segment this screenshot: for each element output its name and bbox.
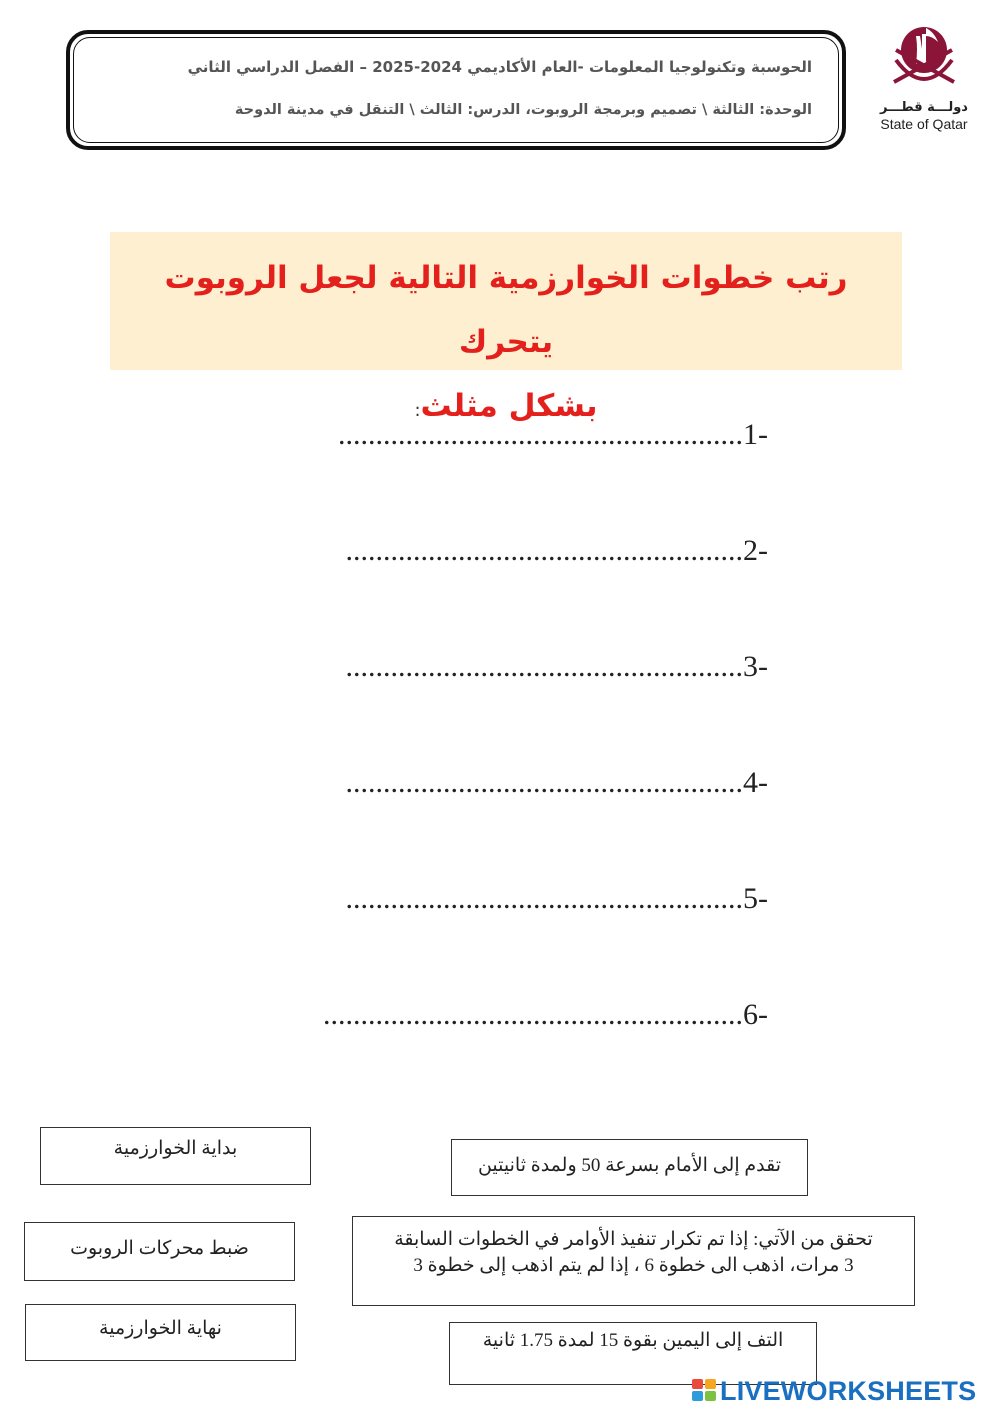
course-title: الحوسبة وتكنولوجيا المعلومات -العام الأكاديمي 2024-2025 – الفصل الدراسي الثاني	[187, 58, 812, 76]
card-check-line-1: تحقق من الآتي: إذا تم تكرار تنفيذ الأوامر في الخطوات السابقة	[394, 1229, 873, 1250]
liveworksheets-logo-icon	[692, 1379, 718, 1403]
step-4[interactable]	[346, 766, 769, 800]
card-move-forward[interactable]: تقدم إلى الأمام بسرعة 50 ولمدة ثانيتين	[451, 1139, 808, 1196]
step-number: -4	[743, 766, 768, 799]
step-blank[interactable]: .....................................................	[345, 650, 743, 683]
card-algorithm-start[interactable]: بداية الخوارزمية	[40, 1127, 311, 1185]
step-number: -1	[743, 418, 768, 451]
step-1[interactable]	[338, 418, 768, 452]
card-set-motors[interactable]: ضبط محركات الروبوت	[24, 1222, 295, 1281]
instruction-banner	[110, 232, 902, 424]
step-number: -3	[743, 650, 768, 683]
step-blank[interactable]: ........................................................	[323, 998, 743, 1031]
step-blank[interactable]: .....................................................	[345, 882, 743, 915]
step-number: -2	[743, 534, 768, 567]
step-number: -6	[743, 998, 768, 1031]
step-6[interactable]	[323, 998, 768, 1032]
liveworksheets-text: LIVEWORKSHEETS	[720, 1375, 977, 1406]
instruction-colon: :	[414, 400, 421, 421]
step-3[interactable]	[346, 650, 769, 684]
qatar-emblem-icon	[886, 20, 962, 98]
step-number: -5	[743, 882, 768, 915]
step-5[interactable]	[346, 882, 769, 916]
step-blank[interactable]: ......................................................	[338, 418, 743, 451]
step-blank[interactable]: .....................................................	[345, 766, 743, 799]
step-blank[interactable]: .....................................................	[345, 534, 743, 567]
card-check-repeat[interactable]	[352, 1216, 915, 1306]
unit-lesson-info: الوحدة: الثالثة \ تصميم وبرمجة الروبوت، الدرس: الثالث \ التنقل في مدينة الدوحة	[234, 102, 812, 118]
logo-english-text: State of Qatar	[880, 116, 968, 132]
card-turn-right[interactable]: التف إلى اليمين بقوة 15 لمدة 1.75 ثانية	[449, 1322, 817, 1385]
liveworksheets-watermark	[692, 1376, 976, 1406]
card-check-line-2: 3 مرات، اذهب الى خطوة 6 ، إذا لم يتم اذهب إلى خطوة 3	[413, 1255, 854, 1276]
step-2[interactable]	[346, 534, 769, 568]
instruction-line-2-text: بشكل مثلث	[420, 388, 598, 424]
state-of-qatar-logo	[868, 20, 980, 145]
header-box	[66, 30, 846, 150]
logo-arabic-text: دولـــة قطـــر	[880, 100, 968, 115]
instruction-line-1: رتب خطوات الخوارزمية التالية لجعل الروبوت يتحرك	[164, 260, 848, 360]
card-algorithm-end[interactable]: نهاية الخوارزمية	[25, 1304, 296, 1361]
